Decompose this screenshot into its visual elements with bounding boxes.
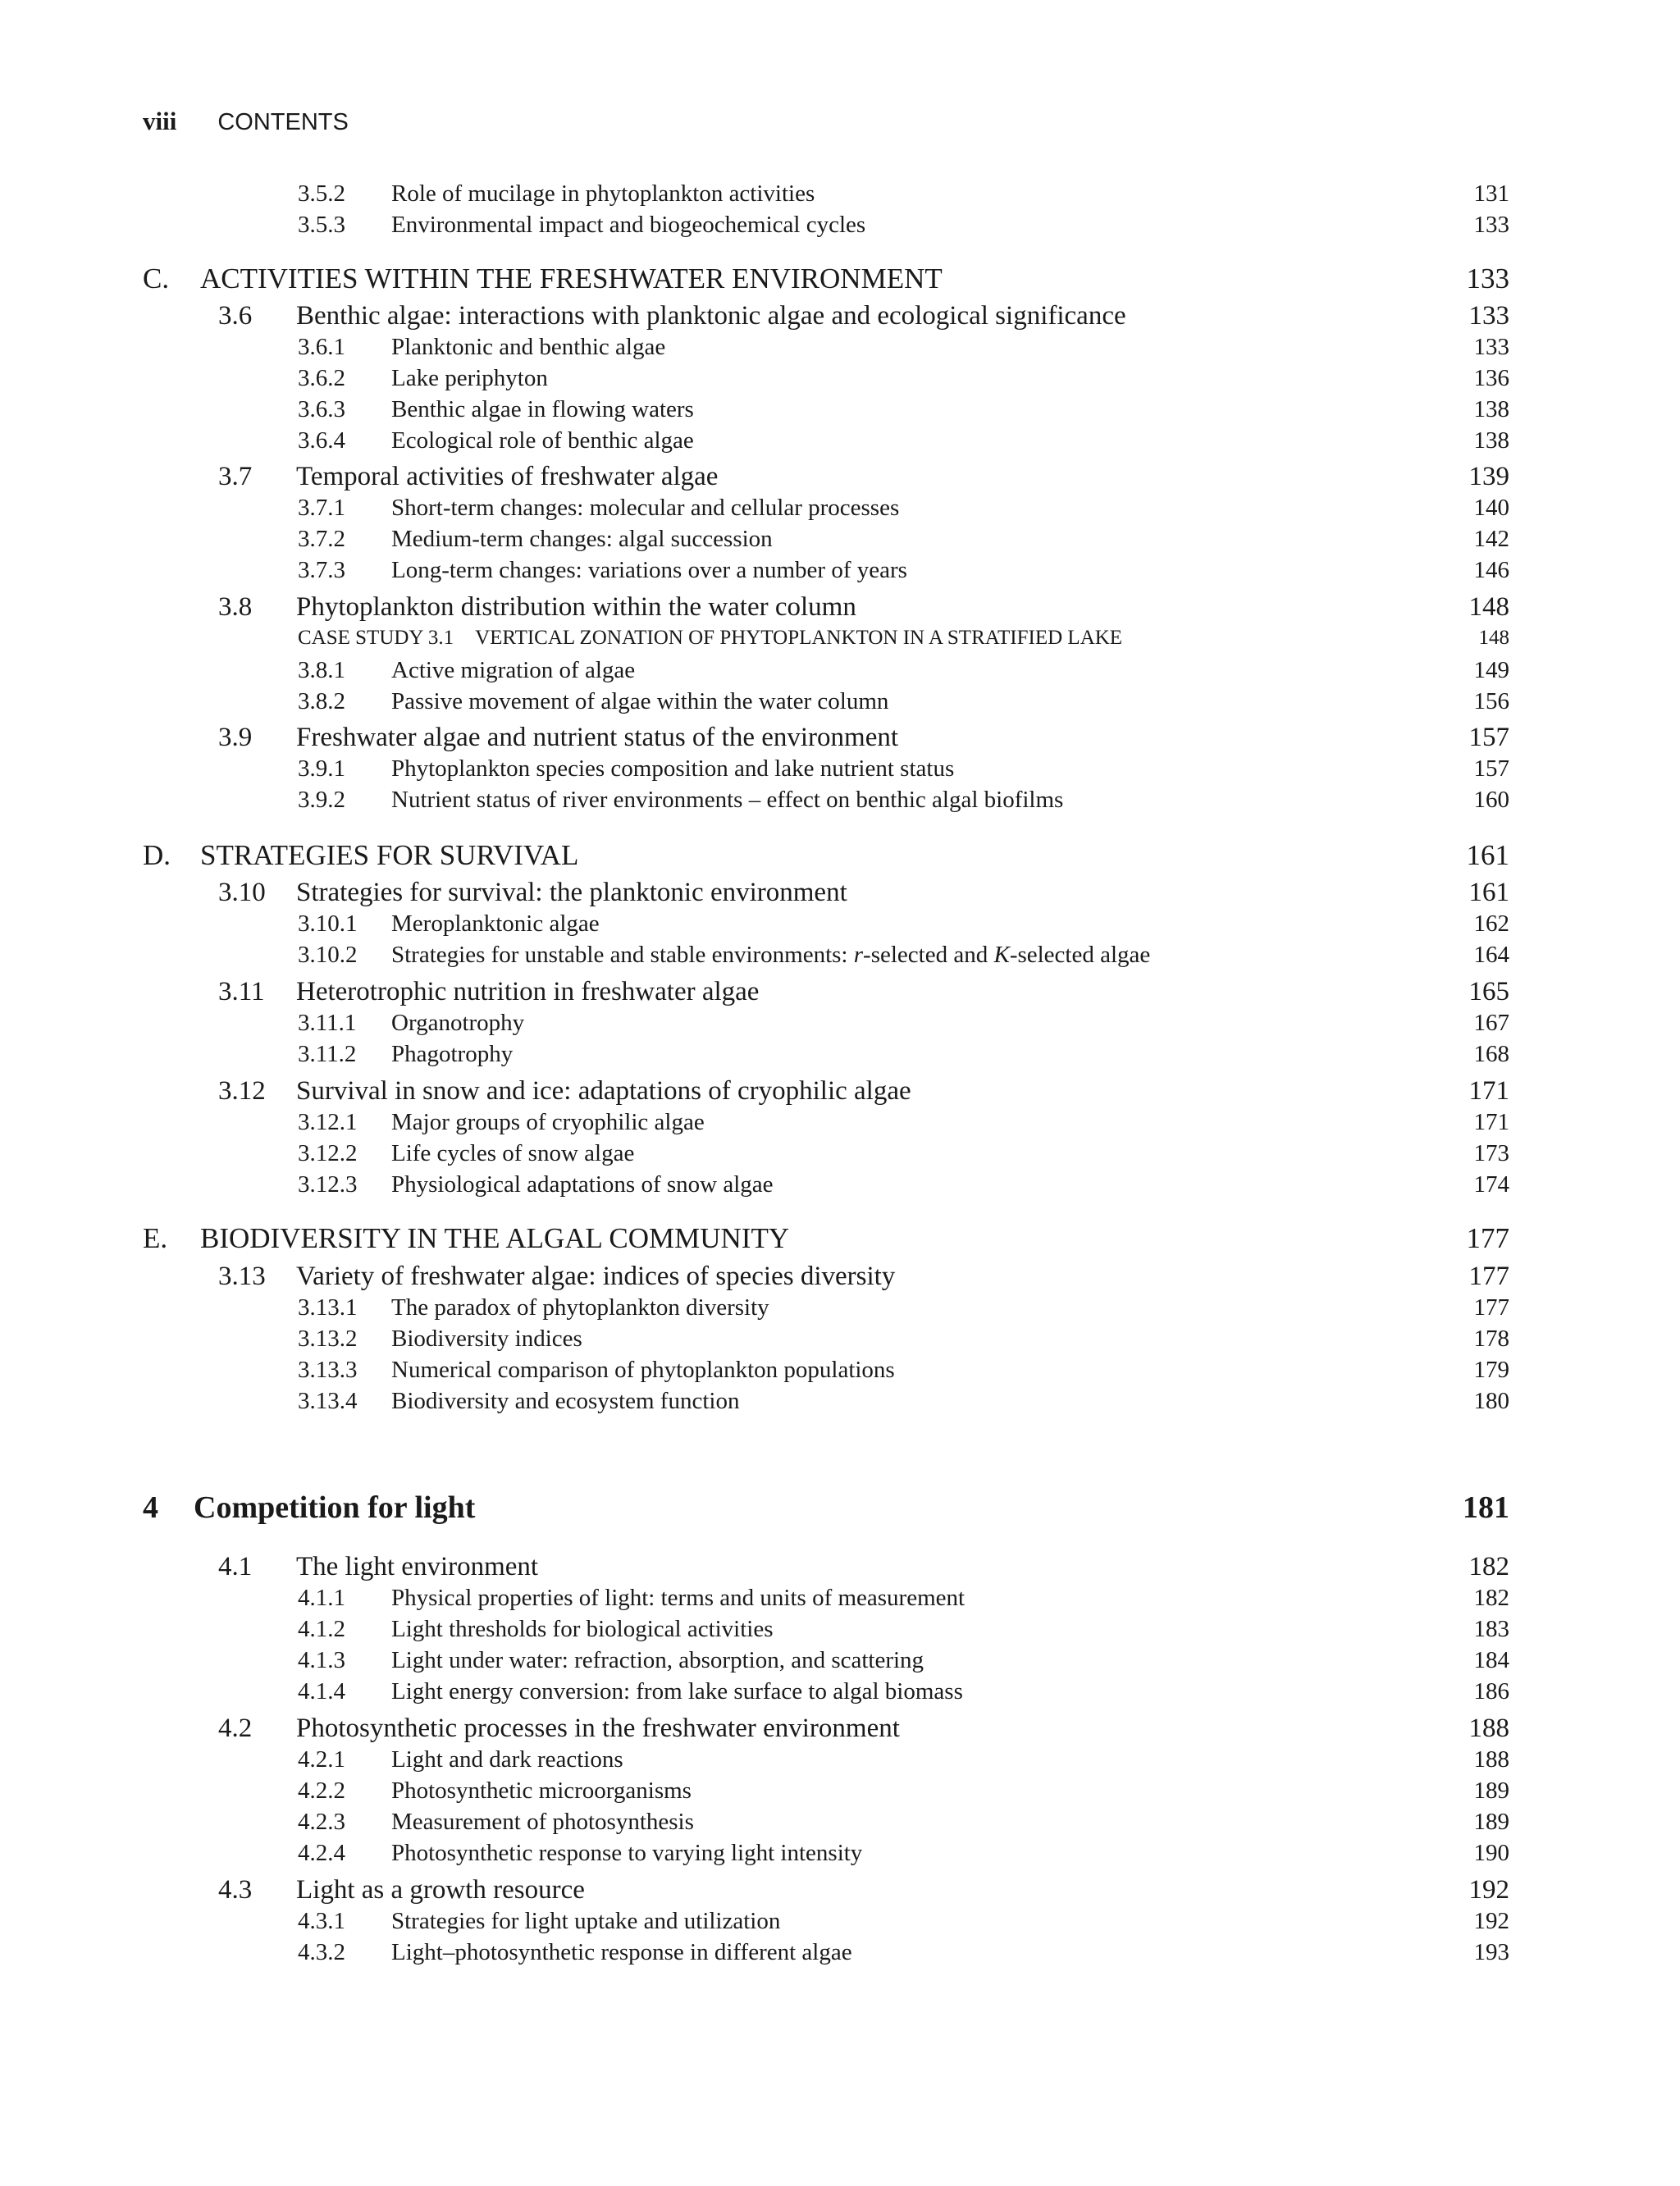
entry-title: Planktonic and benthic algae <box>391 334 666 360</box>
entry-title: Long-term changes: variations over a number of years <box>391 557 907 583</box>
entry-title: Short-term changes: molecular and cellular processes <box>391 495 900 521</box>
entry-title: Nutrient status of river environments – effect on benthic algal biofilms <box>391 787 1064 813</box>
page-ref: 160 <box>1473 787 1509 813</box>
entry-title: Organotrophy <box>391 1010 525 1036</box>
entry-number: CASE STUDY 3.1 <box>298 627 454 649</box>
entry-title: Photosynthetic response to varying light intensity <box>391 1840 863 1866</box>
entry-number: 3.13 <box>218 1262 266 1291</box>
case-study-label <box>298 626 1122 650</box>
entry-number: C. <box>143 262 170 294</box>
page-ref: 148 <box>1478 627 1509 649</box>
entry-title: Active migration of algae <box>391 657 636 683</box>
entry-number: 4.1.4 <box>298 1678 345 1705</box>
page-ref: 133 <box>1473 334 1509 360</box>
entry-number: 3.13.1 <box>298 1294 358 1321</box>
page-ref: 157 <box>1468 723 1509 752</box>
entry-title: Life cycles of snow algae <box>391 1140 635 1166</box>
page-ref: 139 <box>1468 462 1509 491</box>
page-ref: 142 <box>1473 526 1509 552</box>
page-ref: 181 <box>1463 1490 1509 1525</box>
entry-title: Ecological role of benthic algae <box>391 427 694 454</box>
entry-number: 3.11.1 <box>298 1010 357 1036</box>
page-ref: 138 <box>1473 427 1509 454</box>
entry-title: Light–photosynthetic response in different algae <box>391 1939 852 1965</box>
entry-number: 3.7.3 <box>298 557 345 583</box>
entry-title: Benthic algae: interactions with planktonic algae and ecological significance <box>296 301 1126 331</box>
page-ref: 161 <box>1466 839 1509 871</box>
entry-title: Strategies for survival: the planktonic environment <box>296 878 847 907</box>
entry-number: 3.13.4 <box>298 1388 358 1414</box>
page-ref: 173 <box>1473 1140 1509 1166</box>
page-ref: 167 <box>1473 1010 1509 1036</box>
page-ref: 156 <box>1473 688 1509 714</box>
page-ref: 183 <box>1473 1616 1509 1642</box>
entry-title: Variety of freshwater algae: indices of species diversity <box>296 1262 896 1291</box>
entry-title: Physical properties of light: terms and units of measurement <box>391 1585 966 1611</box>
entry-title: Environmental impact and biogeochemical cycles <box>391 212 866 238</box>
entry-title: Benthic algae in flowing waters <box>391 396 694 422</box>
entry-title: Light as a growth resource <box>296 1875 585 1905</box>
page-ref: 184 <box>1473 1647 1509 1673</box>
page-ref: 177 <box>1466 1222 1509 1254</box>
entry-number: 3.8.2 <box>298 688 345 714</box>
entry-title: Strategies for light uptake and utilization <box>391 1908 781 1934</box>
entry-number: 3.7.2 <box>298 526 345 552</box>
entry-title: Role of mucilage in phytoplankton activities <box>391 180 815 207</box>
page-ref: 161 <box>1468 878 1509 907</box>
entry-title: BIODIVERSITY IN THE ALGAL COMMUNITY <box>200 1222 790 1254</box>
entry-number: 3.10.2 <box>298 942 358 968</box>
page-ref: 133 <box>1468 301 1509 331</box>
page-ref: 157 <box>1473 755 1509 782</box>
page-ref: 146 <box>1473 557 1509 583</box>
entry-title: Heterotrophic nutrition in freshwater algae <box>296 977 760 1006</box>
entry-number: 4.3.2 <box>298 1939 345 1965</box>
entry-number: 4.2.1 <box>298 1746 345 1773</box>
page-ref: 180 <box>1473 1388 1509 1414</box>
page-ref: 131 <box>1473 180 1509 207</box>
entry-title: Major groups of cryophilic algae <box>391 1109 705 1135</box>
page-ref: 171 <box>1468 1076 1509 1106</box>
entry-title: Physiological adaptations of snow algae <box>391 1171 774 1198</box>
running-head: CONTENTS <box>217 109 349 135</box>
entry-number: 4.3 <box>218 1875 253 1905</box>
entry-number: 3.13.2 <box>298 1326 358 1352</box>
entry-number: 4.1.3 <box>298 1647 345 1673</box>
entry-title: Light energy conversion: from lake surface to algal biomass <box>391 1678 963 1705</box>
entry-title: Light and dark reactions <box>391 1746 623 1773</box>
page-ref: 149 <box>1473 657 1509 683</box>
entry-number: 4.3.1 <box>298 1908 345 1934</box>
entry-title: Phytoplankton species composition and lake nutrient status <box>391 755 955 782</box>
entry-title: Numerical comparison of phytoplankton populations <box>391 1357 895 1383</box>
entry-title: Measurement of photosynthesis <box>391 1809 694 1835</box>
entry-title: ACTIVITIES WITHIN THE FRESHWATER ENVIRONMENT <box>200 262 943 294</box>
page-ref: 179 <box>1473 1357 1509 1383</box>
entry-number: 3.7 <box>218 462 253 491</box>
entry-title: Light under water: refraction, absorption, and scattering <box>391 1647 924 1673</box>
entry-title: VERTICAL ZONATION OF PHYTOPLANKTON IN A STRATIFIED LAKE <box>475 627 1123 649</box>
entry-number: 3.12 <box>218 1076 266 1106</box>
page-ref: 189 <box>1473 1809 1509 1835</box>
page-ref: 193 <box>1473 1939 1509 1965</box>
entry-number: 4.2.4 <box>298 1840 345 1866</box>
entry-number: 3.8 <box>218 592 253 622</box>
entry-title: Phytoplankton distribution within the water column <box>296 592 856 622</box>
page-ref: 177 <box>1473 1294 1509 1321</box>
page-ref: 192 <box>1473 1908 1509 1934</box>
entry-title: Phagotrophy <box>391 1041 514 1067</box>
entry-title: Passive movement of algae within the water column <box>391 688 889 714</box>
page-ref: 182 <box>1473 1585 1509 1611</box>
page-number: viii <box>143 107 177 135</box>
page-ref: 182 <box>1468 1552 1509 1581</box>
page-ref: 138 <box>1473 396 1509 422</box>
entry-number: 3.5.3 <box>298 212 345 238</box>
entry-number: 3.12.1 <box>298 1109 358 1135</box>
page-ref: 168 <box>1473 1041 1509 1067</box>
entry-number: 3.6.2 <box>298 365 345 391</box>
entry-title: Photosynthetic microorganisms <box>391 1778 692 1804</box>
page-ref: 136 <box>1473 365 1509 391</box>
page-ref: 140 <box>1473 495 1509 521</box>
page-ref: 165 <box>1468 977 1509 1006</box>
entry-number: 3.9 <box>218 723 253 752</box>
entry-number: 4.2 <box>218 1714 253 1743</box>
page-ref: 192 <box>1468 1875 1509 1905</box>
entry-number: 3.6.3 <box>298 396 345 422</box>
page-ref: 133 <box>1473 212 1509 238</box>
entry-number: 3.11.2 <box>298 1041 357 1067</box>
entry-number: 3.12.3 <box>298 1171 358 1198</box>
page-ref: 148 <box>1468 592 1509 622</box>
entry-number: 4.2.3 <box>298 1809 345 1835</box>
entry-title: Survival in snow and ice: adaptations of cryophilic algae <box>296 1076 911 1106</box>
page-ref: 178 <box>1473 1326 1509 1352</box>
entry-number: 4.1.2 <box>298 1616 345 1642</box>
entry-number: 3.9.1 <box>298 755 345 782</box>
page-ref: 164 <box>1473 942 1509 968</box>
page-ref: 171 <box>1473 1109 1509 1135</box>
entry-number: 3.9.2 <box>298 787 345 813</box>
entry-title: Lake periphyton <box>391 365 548 391</box>
page-ref: 186 <box>1473 1678 1509 1705</box>
entry-number: 3.10.1 <box>298 910 358 937</box>
entry-title: Photosynthetic processes in the freshwater environment <box>296 1714 900 1743</box>
entry-number: 4.1 <box>218 1552 253 1581</box>
entry-number: 3.12.2 <box>298 1140 358 1166</box>
entry-title: Biodiversity and ecosystem function <box>391 1388 740 1414</box>
entry-number: 3.6.4 <box>298 427 345 454</box>
entry-title: Medium-term changes: algal succession <box>391 526 773 552</box>
entry-title: STRATEGIES FOR SURVIVAL <box>200 839 579 871</box>
page-ref: 188 <box>1468 1714 1509 1743</box>
page-ref: 162 <box>1473 910 1509 937</box>
entry-title: The paradox of phytoplankton diversity <box>391 1294 769 1321</box>
entry-title: Light thresholds for biological activities <box>391 1616 774 1642</box>
entry-number: E. <box>143 1222 168 1254</box>
entry-title: Competition for light <box>194 1490 476 1525</box>
entry-number: 4 <box>143 1490 158 1525</box>
entry-number: 4.2.2 <box>298 1778 345 1804</box>
entry-number: 3.13.3 <box>298 1357 358 1383</box>
page-ref: 189 <box>1473 1778 1509 1804</box>
entry-number: 3.11 <box>218 977 265 1006</box>
page-ref: 133 <box>1466 262 1509 294</box>
entry-title: Freshwater algae and nutrient status of the environment <box>296 723 899 752</box>
entry-number: 4.1.1 <box>298 1585 345 1611</box>
entry-title: Strategies for unstable and stable environments: r-selected and K-selected algae <box>391 942 1151 968</box>
entry-number: 3.7.1 <box>298 495 345 521</box>
entry-title: Biodiversity indices <box>391 1326 582 1352</box>
page-ref: 188 <box>1473 1746 1509 1773</box>
page-ref: 174 <box>1473 1171 1509 1198</box>
entry-title: The light environment <box>296 1552 539 1581</box>
entry-number: D. <box>143 839 171 871</box>
page-ref: 190 <box>1473 1840 1509 1866</box>
entry-title: Temporal activities of freshwater algae <box>296 462 719 491</box>
entry-number: 3.6.1 <box>298 334 345 360</box>
entry-number: 3.6 <box>218 301 253 331</box>
entry-number: 3.10 <box>218 878 266 907</box>
entry-title: Meroplanktonic algae <box>391 910 600 937</box>
page-ref: 177 <box>1468 1262 1509 1291</box>
entry-number: 3.8.1 <box>298 657 345 683</box>
entry-number: 3.5.2 <box>298 180 345 207</box>
